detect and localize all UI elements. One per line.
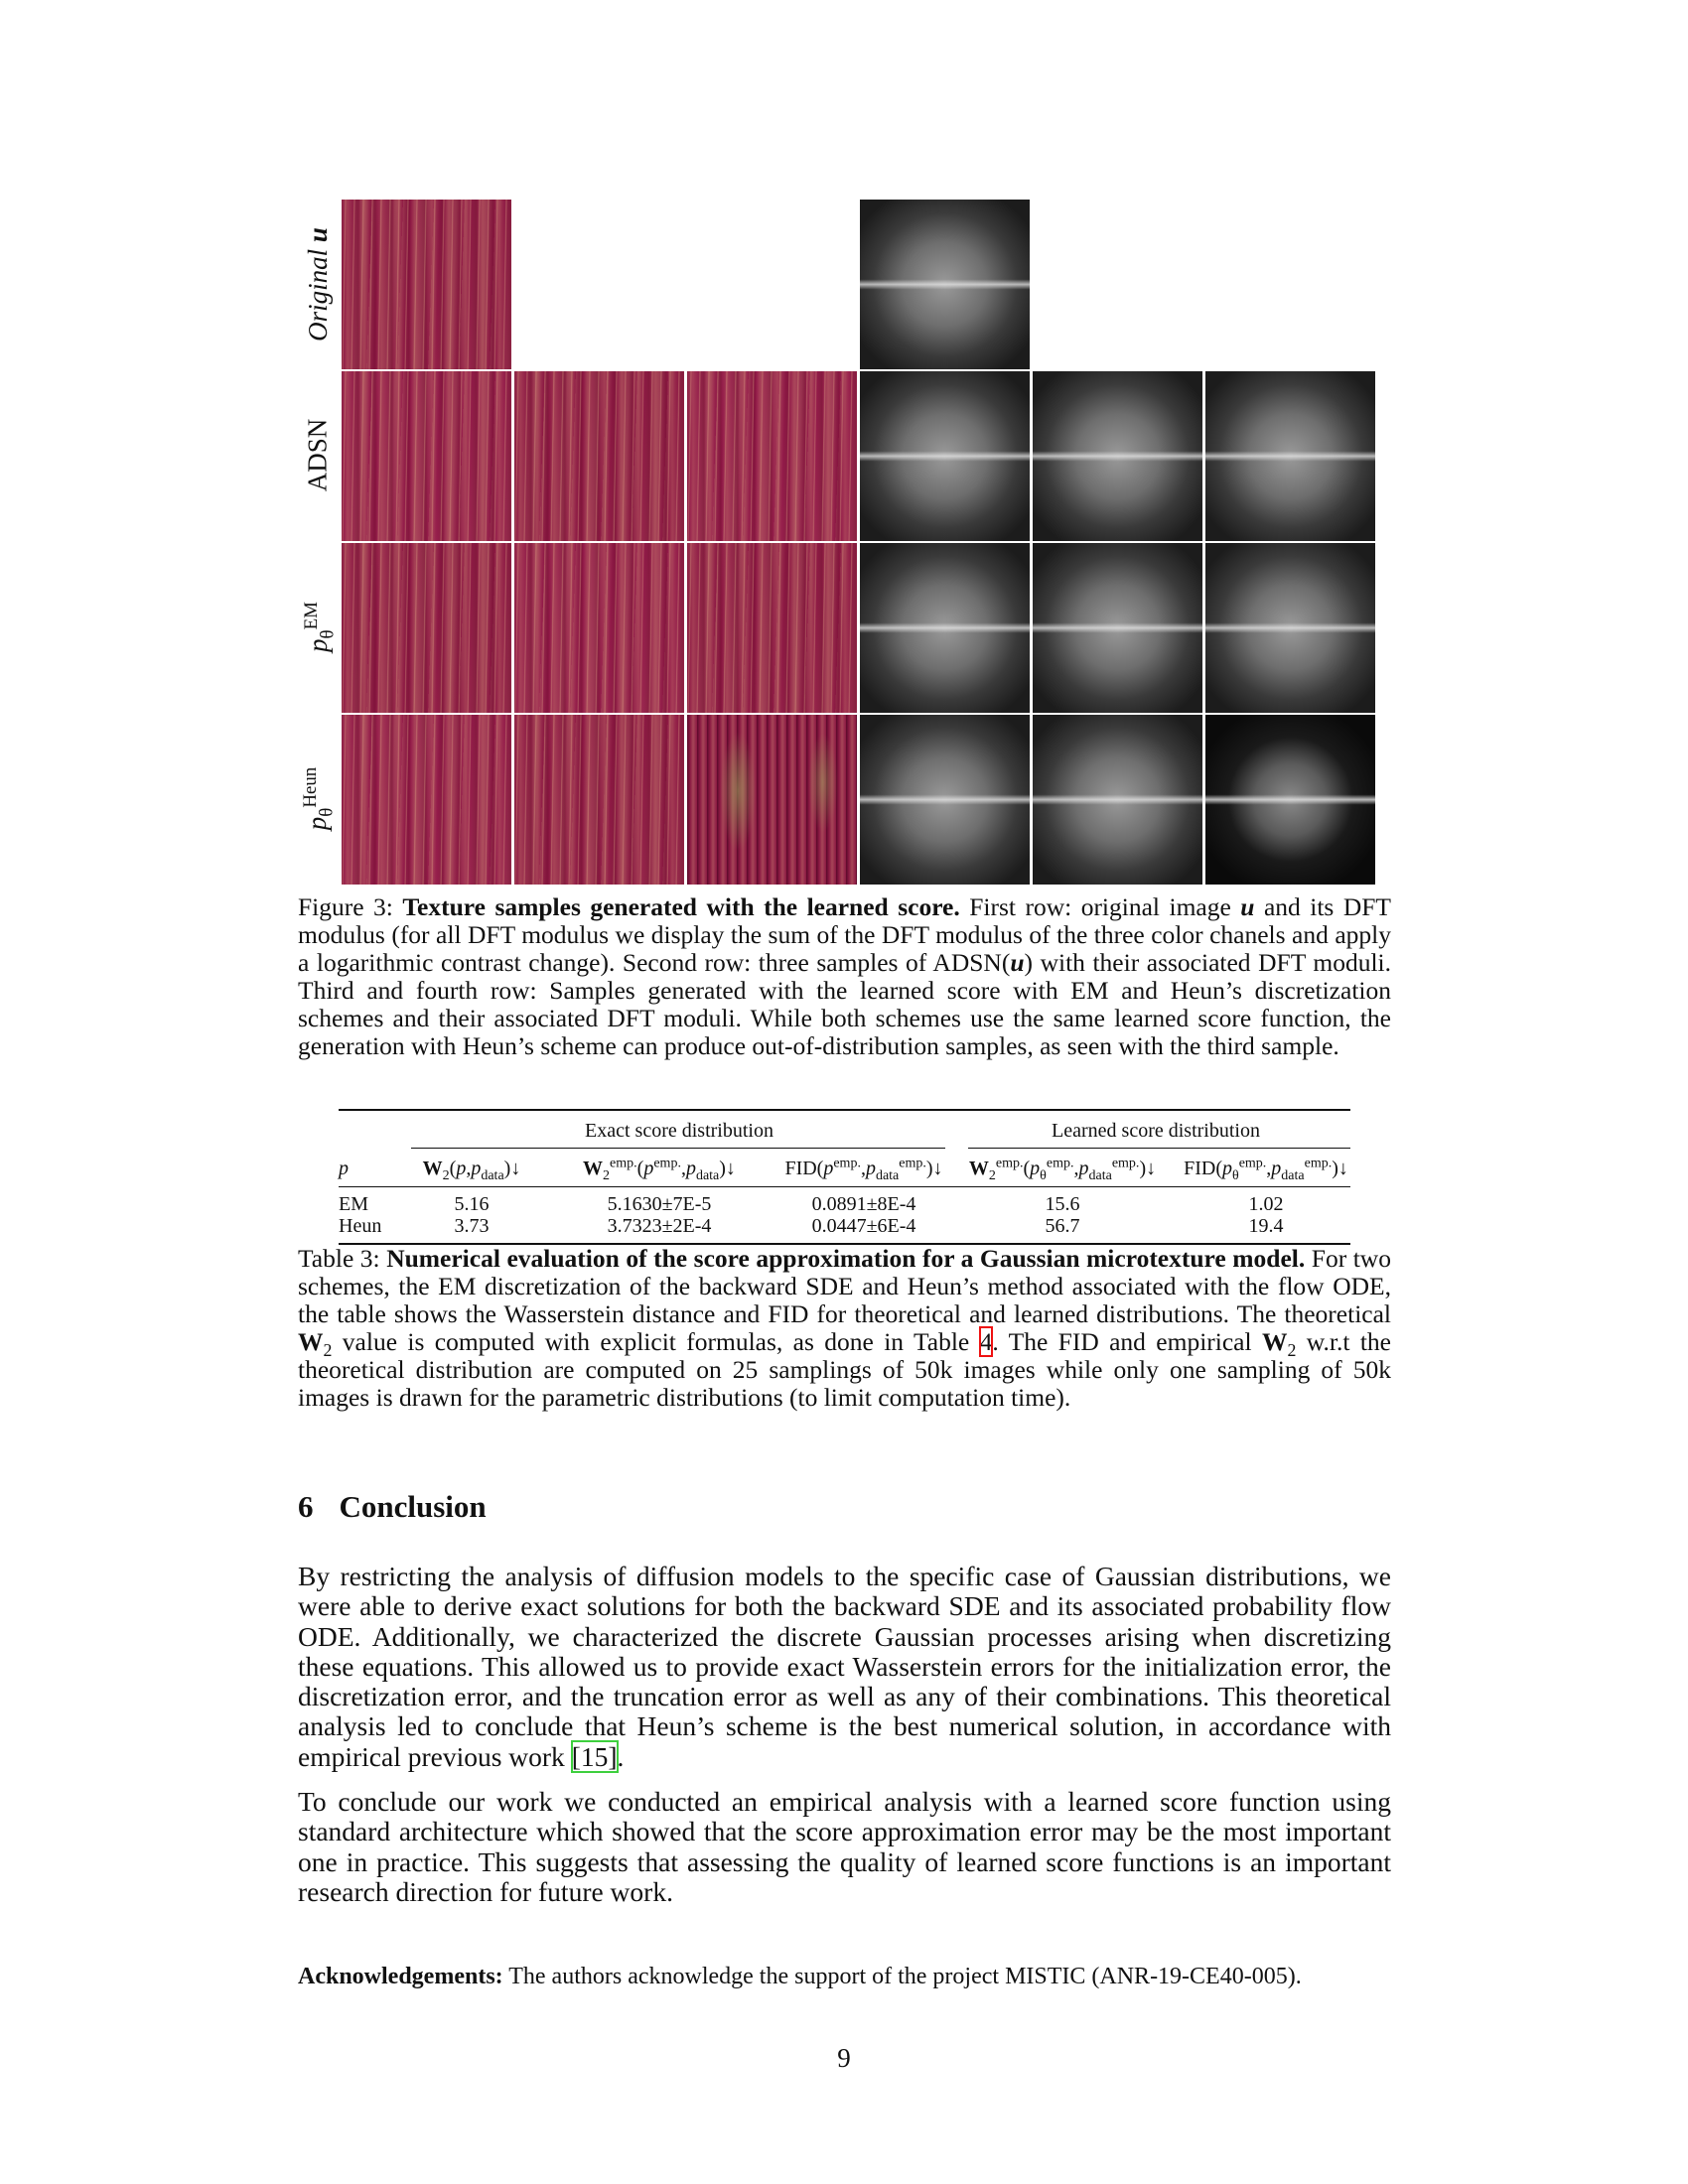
dft-modulus-image [860,715,1030,885]
dft-modulus-image [860,543,1030,713]
top-rule [339,1109,1350,1111]
cmidrule-exact [411,1148,945,1149]
dft-modulus-image [1033,715,1202,885]
dft-modulus-image [1205,715,1375,885]
section-title: Conclusion [339,1489,487,1524]
table-cell: 5.16 [454,1193,490,1215]
table-caption: Table 3: Numerical evaluation of the score approximation for a Gaussian microtexture model. For two schemes, the EM discretization of the backward SDE and Heun’s method associated with the flow ODE, the table shows the Wasserstein distance and FID for theoretical and learned distributions. The theoretical $W_2$ value is computed with explicit formulas, as done in Table 4. The FID and empirical $W_2$ w.r.t the theoretical distribution are computed on 25 samplings of 50k images while only one sampling of 50k images is drawn for the parametric distributions (to limit computation time). [298,1244,1391,1412]
table-cell: 3.7323±2E-4 [607,1215,712,1237]
conclusion-paragraph-2: To conclude our work we conducted an empirical analysis with a learned score function using standard architecture which showed that the score approximation error may be the most important one in practice. This suggests that assessing the quality of learned score functions is an important research direction for future work. [298,1786,1391,1907]
dft-modulus-image [1033,543,1202,713]
table-cell: 56.7 [1045,1215,1080,1237]
dft-modulus-image [1205,543,1375,713]
dft-modulus-image [1205,371,1375,541]
section-heading [298,1489,487,1525]
texture-sample-image [514,543,684,713]
col-header-fid-learned: $FID(p_\theta^{emp.},p_{data}^{emp.})↓$ [1184,1156,1348,1183]
dft-modulus-image [860,200,1030,369]
col-header-p: p [339,1158,349,1179]
cmidrule-learned [968,1148,1350,1149]
conclusion-paragraph-1: By restricting the analysis of diffusion models to the specific case of Gaussian distributions, we were able to derive exact solutions for both the backward SDE and its associated probability flow ODE. Additionally, we characterized the discrete Gaussian processes arising when discretizing these equations. This allowed us to provide exact Wasserstein errors for the initialization error, the discretization error, and the truncation error as well as any of their combinations. This theoretical analysis led to conclude that Heun’s scheme is the best numerical solution, in accordance with empirical previous work [15]. [298,1561,1391,1772]
row-label-original: Original u [302,227,333,341]
table-cell: 19.4 [1248,1215,1284,1237]
dft-modulus-image [860,371,1030,541]
table-cell: 0.0891±8E-4 [811,1193,916,1215]
col-header-fid: $FID(p^{emp.},p_{data}^{emp.})↓$ [784,1156,943,1183]
texture-sample-image [514,715,684,885]
row-label-adsn: ADSN [302,418,333,492]
texture-sample-image [687,715,857,885]
table-cell: 0.0447±6E-4 [811,1215,916,1237]
table-cell: 15.6 [1045,1193,1080,1215]
col-header-w2-learned: $W_2^{emp.}(p_\theta^{emp.},p_{data}^{emp.})↓$ [968,1156,1157,1183]
mid-rule [339,1186,1350,1187]
texture-sample-image [687,543,857,713]
group-header-learned: Learned score distribution [1052,1120,1260,1142]
texture-sample-image [342,200,511,369]
texture-sample-image [514,371,684,541]
acknowledgements-text: The authors acknowledge the support of the project MISTIC (ANR-19-CE40-005). [502,1964,1302,1989]
page-number: 9 [837,2043,851,2073]
col-header-w2-emp: $W_2^{emp.}(p^{emp.},p_{data})↓$ [583,1156,736,1183]
row-label-em: $p_\theta^{EM}$ [300,602,338,652]
dft-modulus-image [1033,371,1202,541]
table-cell: 3.73 [454,1215,490,1237]
texture-sample-image [342,715,511,885]
row-label: Heun [339,1215,382,1237]
acknowledgements [298,1964,1391,1990]
group-header-exact: Exact score distribution [585,1120,774,1142]
citation-link[interactable]: [15] [571,1740,618,1772]
row-label: EM [339,1193,368,1215]
row-label-heun: $p_\theta^{Heun}$ [300,766,338,831]
table-reference-link[interactable]: 4 [979,1327,993,1356]
texture-sample-image [342,371,511,541]
texture-sample-image [342,543,511,713]
texture-sample-image [687,371,857,541]
col-header-w2: $W_2(p,p_{data})↓$ [422,1158,521,1183]
acknowledgements-label: Acknowledgements: [298,1964,503,1989]
table-cell: 1.02 [1248,1193,1284,1215]
table-cell: 5.1630±7E-5 [607,1193,712,1215]
figure-caption: Figure 3: Texture samples generated with the learned score. First row: original image u and its DFT modulus (for all DFT modulus we display the sum of the DFT modulus of the three color chanels and apply a logarithmic contrast change). Second row: three samples of ADSN(u) with their associated DFT moduli. Third and fourth row: Samples generated with the learned score with EM and Heun’s discretization schemes and their associated DFT moduli. While both schemes use the same learned score function, the generation with Heun’s scheme can produce out-of-distribution samples, as seen with the third sample. [298,892,1391,1060]
section-number: 6 [298,1489,314,1524]
